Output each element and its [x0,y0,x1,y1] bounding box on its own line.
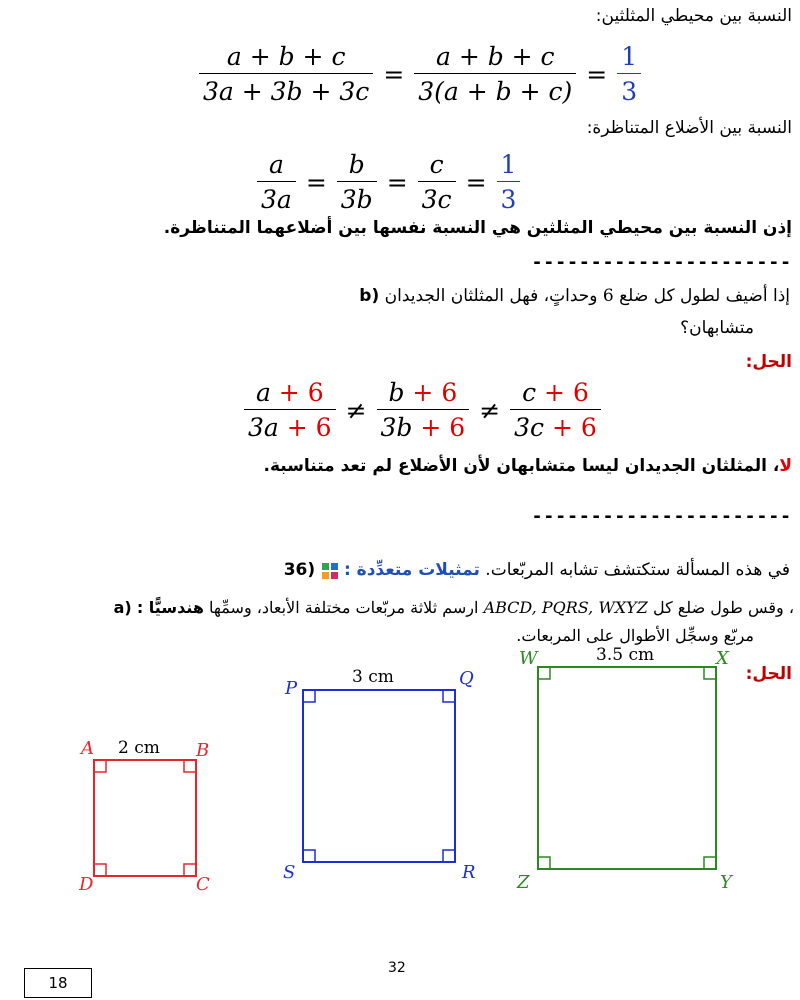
square-wxyz-right-angles [538,667,716,869]
side-length-abcd: 2 cm [118,738,160,758]
square-abcd [94,760,196,876]
square-pqrs [303,690,455,862]
eq3-f3-den-var: 3c [514,413,545,442]
page-box-number: 18 [24,968,92,998]
eq3-f1-num-plus6: + 6 [270,378,324,407]
part-b-text: إذا أضيف لطول كل ضلع 6 وحداتٍ، فهل المثلثان الجديدان [384,286,790,306]
eq3-f1-num-var: a [255,378,271,407]
eq1-op1: = [383,59,405,89]
vertex-a: A [81,738,94,759]
eq3-f2-den-plus6: + 6 [412,413,466,442]
part-b-label: (b [359,286,380,306]
eq2-result-num: 1 [500,150,517,179]
eq3-f3-num-var: c [522,378,537,407]
eq1-frac1-num: a + b + c [226,42,346,71]
eq2-op1: = [305,167,327,197]
eq2-frac3-num: c [429,150,444,179]
eq3-f2-num-plus6: + 6 [404,378,458,407]
vertex-x: X [716,648,729,669]
vertex-z: Z [517,872,530,893]
eq2-frac3-den: 3c [418,181,456,214]
q36-title: تمثيلات متعدِّدة : [343,560,480,580]
eq3-f1-den-plus6: + 6 [278,413,332,442]
vertex-c: C [196,874,210,895]
sides-ratio-heading: النسبة بين الأضلاع المتناظرة: [586,118,792,138]
vertex-y: Y [720,872,732,893]
eq3-f3-num-plus6: + 6 [536,378,589,407]
part-a-text-end: ، وقس طول ضلع كل [652,598,794,617]
eq1-op2: = [586,59,608,89]
vertex-b: B [196,740,210,761]
solution-label-a: الحل: [745,664,792,684]
separator-dashes-2: ---------------------- [531,506,792,527]
vertex-r: R [462,862,476,883]
conclusion-text: إذن النسبة بين محيطي المثلثين هي النسبة نفسها بين أضلاعهما المتناظرة. [163,218,792,238]
part-a-label: (a [113,598,132,617]
eq1-frac2-num: a + b + c [435,42,555,71]
part-a-question-line2: مربّع وسجِّل الأطوال على المربعات. [516,626,754,645]
answer-no: لا [779,456,792,476]
part-a-names: ABCD, PQRS, WXYZ [483,598,648,617]
eq2-op2: = [386,167,408,197]
vertex-p: P [285,678,298,699]
square-wxyz [538,667,716,869]
eq3-f1-den-var: 3a [248,413,279,442]
perimeter-ratio-heading: النسبة بين محيطي المثلثين: [595,6,792,26]
part-a-title: هندسيًّا : [136,598,204,617]
side-length-wxyz: 3.5 cm [596,645,655,665]
part-a-text: ارسم ثلاثة مربّعات مختلفة الأبعاد، وسمِّها [209,598,479,617]
square-pqrs-right-angles [303,690,455,862]
answer-rest: ، المثلثان الجديدان ليسا متشابهان لأن الأضلاع لم تعد متناسبة. [263,456,780,476]
part-b-question-line2: متشابهان؟ [680,318,754,338]
eq3-op1: ≠ [345,395,367,425]
eq1-result-den: 3 [617,73,641,106]
page-number: 32 [388,960,406,976]
vertex-s: S [283,862,296,883]
eq3-op2: ≠ [479,395,501,425]
eq1-frac2-den: 3(a + b + c) [414,73,576,106]
separator-dashes: ---------------------- [531,252,792,273]
eq3-f2-den-var: 3b [380,413,413,442]
eq1-result-num: 1 [621,42,638,71]
eq1-frac1-den: 3a + 3b + 3c [199,73,373,106]
square-abcd-right-angles [94,760,196,876]
eq3-f3-den-plus6: + 6 [544,413,597,442]
solution-label-b: الحل: [745,352,792,372]
eq2-frac1-num: a [268,150,284,179]
q36-number: (36 [283,560,316,580]
eq2-frac2-den: 3b [337,181,377,214]
eq2-op3: = [465,167,487,197]
eq2-frac1-den: 3a [257,181,296,214]
vertex-q: Q [459,668,474,689]
eq2-result-den: 3 [497,181,521,214]
q36-text: في هذه المسألة ستكتشف تشابه المربّعات. [485,560,790,580]
eq3-f2-num-var: b [388,378,405,407]
side-length-pqrs: 3 cm [352,667,394,687]
eq2-frac2-num: b [348,150,365,179]
vertex-w: W [519,648,538,669]
vertex-d: D [79,874,94,895]
